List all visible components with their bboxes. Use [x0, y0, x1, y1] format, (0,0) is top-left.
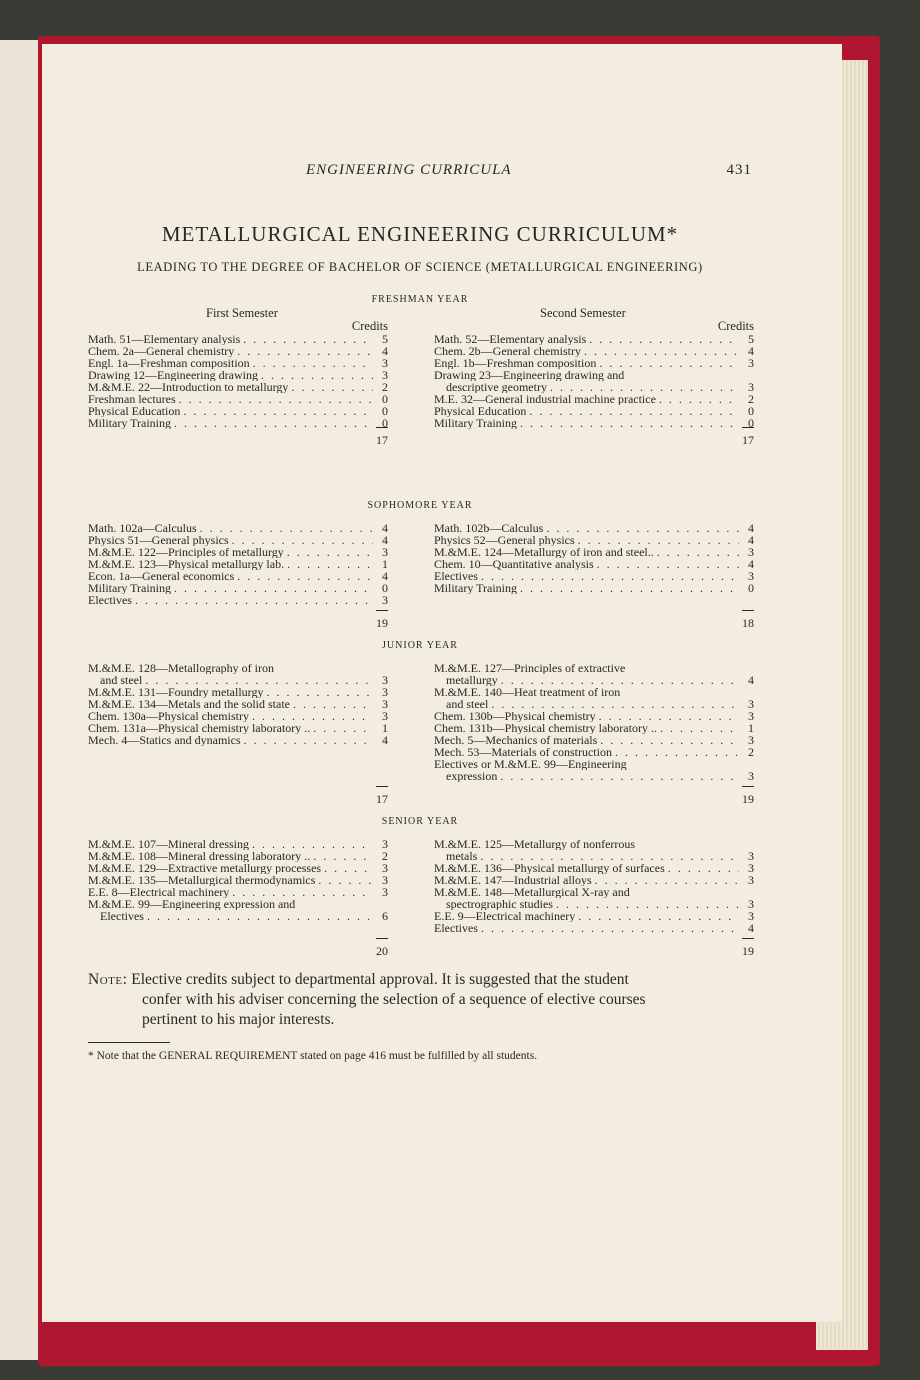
course-row [88, 345, 388, 357]
dot-leader [261, 369, 373, 381]
course-credits: 3 [748, 909, 754, 923]
dot-leader [287, 558, 373, 570]
course-row [434, 770, 754, 782]
credits-heading: Credits [717, 319, 754, 333]
course-name: M.&M.E. 140—Heat treatment of iron [434, 686, 621, 698]
course-name: M.&M.E. 129—Extractive metallurgy processes [88, 862, 322, 874]
dot-leader [556, 898, 739, 910]
year-label: SENIOR YEAR [381, 816, 459, 827]
dot-leader [546, 522, 739, 534]
course-row [88, 534, 388, 546]
course-credits: 3 [748, 569, 754, 583]
semester-total: 18 [434, 612, 754, 626]
dot-leader [584, 345, 739, 357]
course-row [434, 886, 754, 898]
first-semester-column [88, 306, 388, 447]
course-row [434, 357, 754, 369]
course-name: Chem. 2b—General chemistry [434, 345, 581, 357]
course-row [88, 850, 388, 862]
course-name: metals [446, 850, 478, 862]
course-name: Chem. 130a—Physical chemistry [88, 710, 249, 722]
second-semester-column [434, 521, 754, 630]
course-credits: 4 [382, 569, 388, 583]
dot-leader [244, 734, 373, 746]
page-number: 431 [726, 162, 752, 178]
course-credits: 3 [382, 545, 388, 559]
course-row [88, 886, 388, 898]
course-row [88, 357, 388, 369]
course-row [434, 662, 754, 674]
course-list [88, 333, 388, 429]
course-credits: 1 [382, 557, 388, 571]
course-name: Math. 52—Elementary analysis [434, 333, 587, 345]
course-name: Math. 51—Elementary analysis [88, 333, 241, 345]
dot-leader [599, 710, 739, 722]
course-credits: 3 [382, 697, 388, 711]
note-text-line2: confer with his adviser concerning the selection of a sequence of elective courses [142, 991, 646, 1008]
course-name: Chem. 2a—General chemistry [88, 345, 235, 357]
course-name: Math. 102a—Calculus [88, 522, 197, 534]
dot-leader [183, 405, 373, 417]
dot-leader [600, 734, 739, 746]
dot-leader [252, 838, 373, 850]
course-row [88, 838, 388, 850]
course-credits: 4 [748, 533, 754, 547]
course-name: M.&M.E. 99—Engineering expression and [88, 898, 296, 910]
footnote-rule [88, 1042, 170, 1043]
course-row [434, 582, 754, 594]
course-row [88, 546, 388, 558]
course-row [434, 558, 754, 570]
course-credits: 3 [382, 837, 388, 851]
course-row [434, 345, 754, 357]
course-row [434, 570, 754, 582]
course-name: Physics 51—General physics [88, 534, 229, 546]
course-name: M.&M.E. 125—Metallurgy of nonferrous [434, 838, 636, 850]
course-credits: 4 [382, 521, 388, 535]
year-label: JUNIOR YEAR [382, 640, 458, 651]
course-name: descriptive geometry [446, 381, 547, 393]
course-row [88, 333, 388, 345]
course-row [434, 522, 754, 534]
course-row [434, 746, 754, 758]
course-name: Military Training [434, 582, 518, 594]
dot-leader [200, 522, 373, 534]
course-credits: 3 [382, 885, 388, 899]
course-name: Physics 52—General physics [434, 534, 575, 546]
course-credits: 3 [382, 673, 388, 687]
course-list [88, 522, 388, 606]
second-semester-heading: Second Semester [540, 306, 626, 320]
course-credits: 5 [382, 332, 388, 346]
course-row [434, 417, 754, 429]
semester-total: 19 [434, 940, 754, 954]
course-row [88, 734, 388, 746]
course-row [88, 381, 388, 393]
course-list [434, 838, 754, 934]
course-credits: 4 [748, 921, 754, 935]
course-credits: 3 [748, 380, 754, 394]
first-semester-heading: First Semester [206, 306, 278, 320]
dot-leader [481, 570, 739, 582]
course-row [434, 734, 754, 746]
semester-total: 20 [88, 940, 388, 954]
course-credits: 6 [382, 909, 388, 923]
dot-leader [147, 910, 373, 922]
course-row [88, 369, 388, 381]
course-name: M.&M.E. 147—Industrial alloys [434, 874, 592, 886]
dot-leader [135, 594, 373, 606]
course-name: Math. 102b—Calculus [434, 522, 544, 534]
course-credits: 0 [748, 404, 754, 418]
course-name: M.&M.E. 148—Metallurgical X-ray and [434, 886, 630, 898]
course-row [88, 570, 388, 582]
course-row [434, 862, 754, 874]
year-label: SOPHOMORE YEAR [367, 500, 473, 511]
course-name: Mech. 5—Mechanics of materials [434, 734, 598, 746]
course-row [88, 558, 388, 570]
dot-leader [266, 686, 373, 698]
dot-leader [318, 874, 373, 886]
course-name: metallurgy [446, 674, 498, 686]
dot-leader [595, 874, 739, 886]
footnote: * Note that the GENERAL REQUIREMENT stated on page 416 must be fulfilled by all students. [88, 1050, 538, 1062]
course-credits: 1 [748, 721, 754, 735]
course-name: Military Training [88, 417, 172, 429]
running-head [88, 162, 752, 182]
second-semester-column [434, 306, 754, 447]
course-credits: 3 [382, 861, 388, 875]
course-credits: 2 [382, 849, 388, 863]
first-semester-column [88, 837, 388, 958]
course-row [88, 522, 388, 534]
dot-leader [232, 534, 373, 546]
course-name: M.&M.E. 127—Principles of extractive [434, 662, 626, 674]
course-credits: 3 [748, 769, 754, 783]
course-row [88, 722, 388, 734]
course-credits: 1 [382, 721, 388, 735]
note-label: Note: [88, 971, 128, 988]
course-credits: 3 [748, 849, 754, 863]
course-name: expression [446, 770, 498, 782]
semester-total: 19 [434, 788, 754, 802]
course-credits: 3 [748, 897, 754, 911]
course-name: Econ. 1a—General economics [88, 570, 235, 582]
year-section-senior [88, 816, 752, 968]
course-row [434, 534, 754, 546]
dot-leader [232, 886, 373, 898]
course-name: E.E. 8—Electrical machinery [88, 886, 230, 898]
note-text-line3: pertinent to his major interests. [142, 1011, 335, 1028]
dot-leader [550, 381, 739, 393]
course-name: Mech. 53—Materials of construction [434, 746, 612, 758]
course-name: spectrographic studies [446, 898, 553, 910]
course-credits: 3 [382, 873, 388, 887]
year-section-sophomore [88, 500, 752, 632]
course-row [88, 393, 388, 405]
course-name: M.&M.E. 124—Metallurgy of iron and steel.. [434, 546, 654, 558]
course-row [434, 686, 754, 698]
course-name: Chem. 130b—Physical chemistry [434, 710, 596, 722]
course-row [88, 405, 388, 417]
course-credits: 3 [748, 733, 754, 747]
course-credits: 3 [748, 356, 754, 370]
course-credits: 3 [748, 697, 754, 711]
elective-note [88, 970, 752, 1030]
note-text-line1: Elective credits subject to departmental approval. It is suggested that the student [131, 971, 629, 988]
course-name: M.&M.E. 107—Mineral dressing [88, 838, 249, 850]
dot-leader [501, 674, 739, 686]
dot-leader [481, 922, 739, 934]
course-list [434, 522, 754, 594]
dot-leader [480, 850, 739, 862]
year-label: FRESHMAN YEAR [371, 294, 469, 305]
course-row [434, 838, 754, 850]
dot-leader [597, 558, 739, 570]
course-row [434, 369, 754, 381]
course-name: M.&M.E. 135—Metallurgical thermodynamics [88, 874, 316, 886]
dot-leader [237, 345, 373, 357]
dot-leader [657, 546, 739, 558]
course-credits: 4 [748, 521, 754, 535]
dot-leader [578, 534, 739, 546]
course-name: Chem. 10—Quantitative analysis [434, 558, 594, 570]
first-semester-column [88, 662, 388, 806]
dot-leader [174, 582, 373, 594]
dot-leader [589, 333, 739, 345]
course-name: Drawing 23—Engineering drawing and [434, 369, 625, 381]
course-credits: 0 [382, 404, 388, 418]
course-row [88, 862, 388, 874]
dot-leader [252, 710, 373, 722]
dot-leader [291, 381, 373, 393]
course-name: Electives [100, 910, 144, 922]
dot-leader [615, 746, 739, 758]
course-name: Physical Education [434, 405, 527, 417]
course-credits: 0 [748, 416, 754, 430]
course-name: E.E. 9—Electrical machinery [434, 910, 576, 922]
course-credits: 4 [382, 533, 388, 547]
course-credits: 3 [748, 861, 754, 875]
course-name: Electives or M.&M.E. 99—Engineering [434, 758, 627, 770]
course-name: M.&M.E. 134—Metals and the solid state [88, 698, 290, 710]
course-credits: 0 [382, 581, 388, 595]
course-credits: 3 [748, 545, 754, 559]
course-row [434, 674, 754, 686]
semester-total: 17 [434, 429, 754, 443]
dot-leader [500, 770, 739, 782]
course-credits: 4 [748, 673, 754, 687]
dot-leader [529, 405, 739, 417]
course-credits: 4 [382, 344, 388, 358]
dot-leader [578, 910, 739, 922]
course-row [88, 698, 388, 710]
course-credits: 3 [382, 593, 388, 607]
course-name: M.&M.E. 108—Mineral dressing laboratory .. [88, 850, 311, 862]
course-credits: 3 [748, 709, 754, 723]
dot-leader [179, 393, 373, 405]
course-row [434, 698, 754, 710]
dot-leader [324, 862, 373, 874]
course-name: M.&M.E. 123—Physical metallurgy lab. [88, 558, 285, 570]
course-credits: 4 [748, 344, 754, 358]
course-name: Engl. 1b—Freshman composition [434, 357, 597, 369]
course-credits: 2 [748, 392, 754, 406]
course-name: Freshman lectures [88, 393, 176, 405]
course-name: Engl. 1a—Freshman composition [88, 357, 250, 369]
course-credits: 3 [382, 368, 388, 382]
course-row [434, 710, 754, 722]
dot-leader [237, 570, 373, 582]
credits-heading: Credits [351, 319, 388, 333]
course-credits: 3 [382, 356, 388, 370]
dot-leader [313, 850, 373, 862]
course-credits: 5 [748, 332, 754, 346]
dot-leader [293, 698, 373, 710]
course-name: Physical Education [88, 405, 181, 417]
book-page [42, 44, 842, 1322]
course-credits: 3 [382, 709, 388, 723]
dot-leader [253, 357, 373, 369]
course-name: Military Training [88, 582, 172, 594]
course-row [88, 417, 388, 429]
course-name: and steel [100, 674, 143, 686]
running-head-title: ENGINEERING CURRICULA [306, 162, 512, 178]
course-row [434, 546, 754, 558]
dot-leader [599, 357, 739, 369]
second-semester-column [434, 662, 754, 806]
course-name: M.&M.E. 131—Foundry metallurgy [88, 686, 264, 698]
semester-total: 19 [88, 612, 388, 626]
course-row [88, 594, 388, 606]
course-list [434, 333, 754, 429]
dot-leader [520, 582, 739, 594]
dot-leader [660, 722, 739, 734]
course-credits: 0 [382, 392, 388, 406]
course-row [88, 710, 388, 722]
course-name: Chem. 131a—Physical chemistry laboratory .. [88, 722, 311, 734]
course-row [434, 874, 754, 886]
course-credits: 2 [382, 380, 388, 394]
course-name: and steel [446, 698, 489, 710]
course-name: Military Training [434, 417, 518, 429]
course-row [88, 662, 388, 674]
course-row [434, 758, 754, 770]
course-credits: 3 [382, 685, 388, 699]
course-row [434, 898, 754, 910]
dot-leader [491, 698, 739, 710]
dot-leader [659, 393, 739, 405]
course-credits: 4 [748, 557, 754, 571]
course-name: M.&M.E. 22—Introduction to metallurgy [88, 381, 289, 393]
course-row [434, 722, 754, 734]
course-name: Chem. 131b—Physical chemistry laboratory .. [434, 722, 657, 734]
course-name: M.&M.E. 122—Principles of metallurgy [88, 546, 284, 558]
dot-leader [668, 862, 739, 874]
first-semester-column [88, 521, 388, 630]
year-section-junior [88, 640, 752, 822]
course-name: M.E. 32—General industrial machine practice [434, 393, 656, 405]
dot-leader [145, 674, 373, 686]
dot-leader [243, 333, 373, 345]
year-section-freshman [88, 294, 752, 456]
course-name: Electives [434, 570, 478, 582]
dot-leader [287, 546, 373, 558]
course-name: Mech. 4—Statics and dynamics [88, 734, 241, 746]
course-credits: 0 [382, 416, 388, 430]
course-name: Electives [434, 922, 478, 934]
course-list [88, 662, 388, 746]
semester-total: 17 [88, 788, 388, 802]
course-credits: 0 [748, 581, 754, 595]
course-row [434, 922, 754, 934]
course-name: Electives [88, 594, 132, 606]
course-row [88, 910, 388, 922]
course-name: M.&M.E. 136—Physical metallurgy of surfaces [434, 862, 665, 874]
course-credits: 3 [748, 873, 754, 887]
curriculum-subtitle: LEADING TO THE DEGREE OF BACHELOR OF SCIENCE (METALLURGICAL ENGINEERING) [137, 260, 703, 274]
course-credits: 4 [382, 733, 388, 747]
dot-leader [313, 722, 373, 734]
semester-total: 17 [88, 429, 388, 443]
dot-leader [174, 417, 373, 429]
course-row [434, 393, 754, 405]
course-row [434, 333, 754, 345]
course-row [88, 898, 388, 910]
course-row [88, 874, 388, 886]
dot-leader [520, 417, 739, 429]
course-row [434, 910, 754, 922]
course-name: M.&M.E. 128—Metallography of iron [88, 662, 274, 674]
course-list [434, 662, 754, 782]
course-row [88, 582, 388, 594]
course-row [88, 674, 388, 686]
second-semester-column [434, 838, 754, 958]
course-credits: 2 [748, 745, 754, 759]
course-row [434, 381, 754, 393]
course-name: Drawing 12—Engineering drawing [88, 369, 258, 381]
course-row [88, 686, 388, 698]
adjacent-page [0, 40, 40, 1360]
curriculum-title: METALLURGICAL ENGINEERING CURRICULUM* [161, 222, 679, 246]
course-row [434, 850, 754, 862]
course-list [88, 838, 388, 922]
course-row [434, 405, 754, 417]
